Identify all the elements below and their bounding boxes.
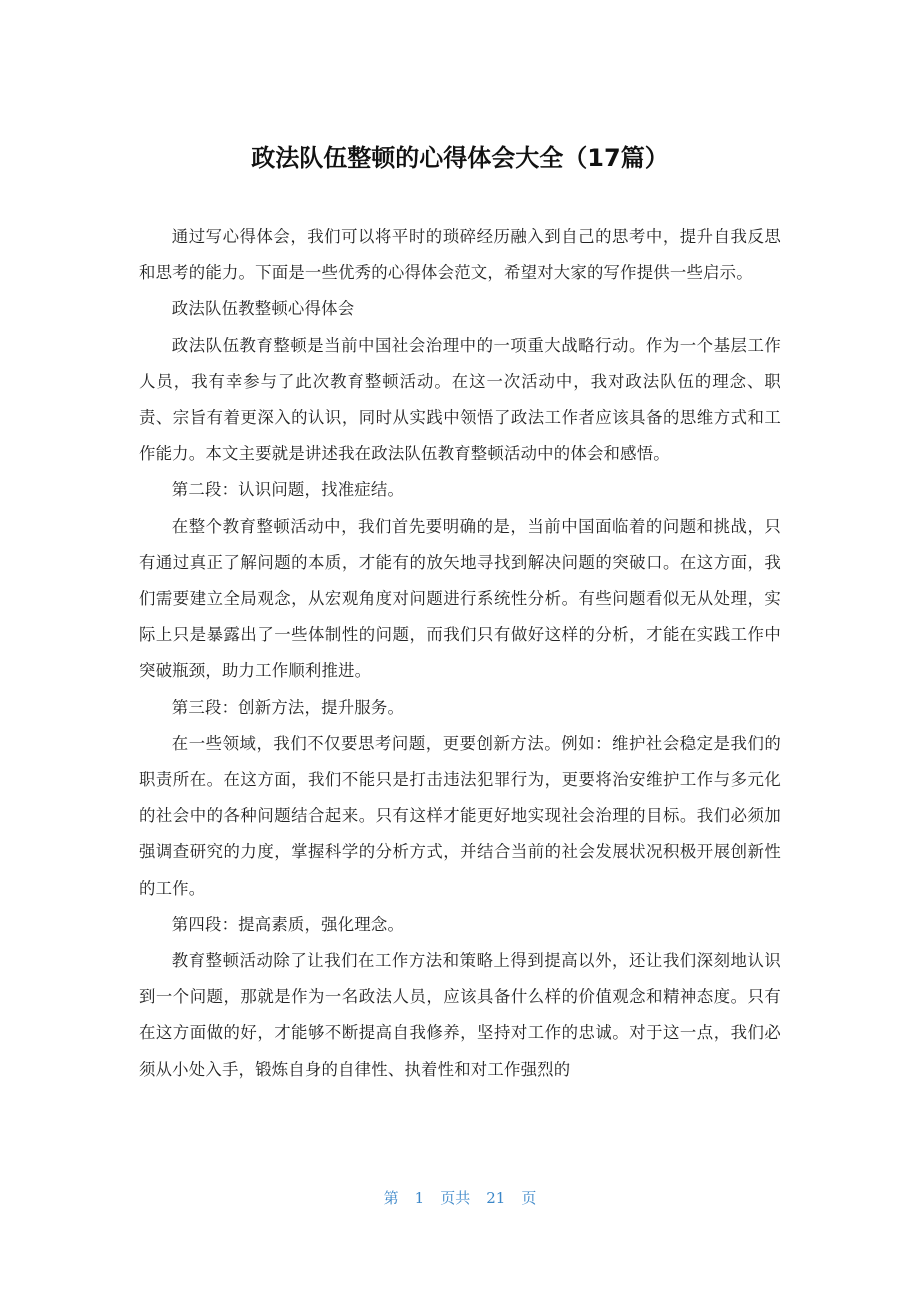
footer-prefix: 第: [383, 1189, 399, 1207]
paragraph-fourth-section: 教育整顿活动除了让我们在工作方法和策略上得到提高以外，还让我们深刻地认识到一个问题，那就是作为一名政法人员，应该具备什么样的价值观念和精神态度。只有在这方面做的好，才能够不断提高自我修养，坚持对工作的忠诚。对于这一点，我们必须从小处入手，锻炼自身的自律性、执着性和对工作强烈的: [139, 951, 781, 1079]
footer-page-number: 1: [414, 1189, 425, 1207]
paragraph-intro: 通过写心得体会，我们可以将平时的琐碎经历融入到自己的思考中，提升自我反思和思考的能力。下面是一些优秀的心得体会范文，希望对大家的写作提供一些启示。: [139, 227, 781, 283]
heading-third-section: 第三段：创新方法，提升服务。: [171, 697, 405, 717]
footer-suffix: 页: [521, 1189, 537, 1207]
heading-fourth-section: 第四段：提高素质，强化理念。: [171, 914, 405, 934]
document-title: 政法队伍整顿的心得体会大全（17篇）: [251, 144, 669, 172]
paragraph-first-section: 政法队伍教育整顿是当前中国社会治理中的一项重大战略行动。作为一个基层工作人员，我有幸参与了此次教育整顿活动。在这一次活动中，我对政法队伍的理念、职责、宗旨有着更深入的认识，同时从实践中领悟了政法工作者应该具备的思维方式和工作能力。本文主要就是讲述我在政法队伍教育整顿活动中的体会和感悟。: [139, 335, 781, 464]
footer-middle: 页共: [440, 1189, 471, 1207]
page-footer: [0, 1186, 920, 1210]
paragraph-third-section: 在一些领域，我们不仅要思考问题，更要创新方法。例如：维护社会稳定是我们的职责所在。在这方面，我们不能只是打击违法犯罪行为，更要将治安维护工作与多元化的社会中的各种问题结合起来。只有这样才能更好地实现社会治理的目标。我们必须加强调查研究的力度，掌握科学的分析方式，并结合当前的社会发展状况积极开展创新性的工作。: [139, 733, 781, 898]
paragraph-second-section: 在整个教育整顿活动中，我们首先要明确的是，当前中国面临着的问题和挑战，只有通过真正了解问题的本质，才能有的放矢地寻找到解决问题的突破口。在这方面，我们需要建立全局观念，从宏观角度对问题进行系统性分析。有些问题看似无从处理，实际上只是暴露出了一些体制性的问题，而我们只有做好这样的分析，才能在实践工作中突破瓶颈，助力工作顺利推进。: [139, 516, 781, 681]
heading-second-section: 第二段：认识问题，找准症结。: [171, 480, 405, 500]
paragraph-subtitle: 政法队伍教整顿心得体会: [171, 299, 355, 319]
footer-total-pages: 21: [486, 1189, 506, 1207]
document-body: [139, 219, 781, 1088]
